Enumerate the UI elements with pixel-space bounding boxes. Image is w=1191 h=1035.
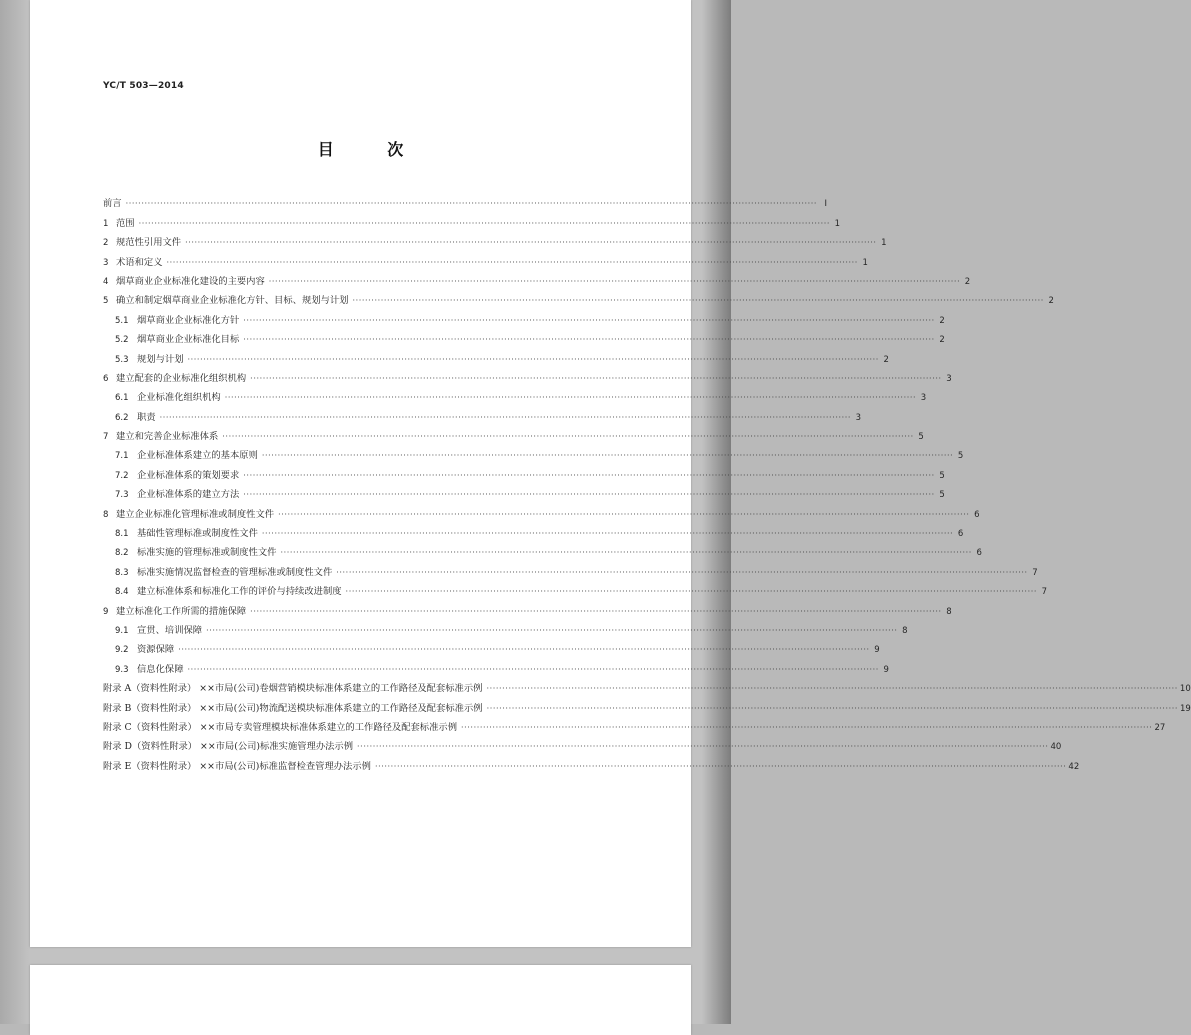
toc-entry-number: 9.2 <box>115 645 129 656</box>
toc-entry-page: 9 <box>874 645 880 656</box>
toc-leader-dots: ···························································································································································································································· <box>178 645 870 655</box>
toc-leader-dots: ···························································································································································································································· <box>138 218 831 228</box>
toc-entry-page: 1 <box>834 218 841 229</box>
toc-entry-number: 7.3 <box>115 490 129 501</box>
toc-entry-page: 5 <box>918 432 924 443</box>
toc-entry-page: 5 <box>957 451 964 462</box>
toc-entry-number: 6.1 <box>115 393 129 404</box>
toc-entry-label: 企业标准体系的策划要求 <box>137 469 240 481</box>
toc-leader-dots: ···························································································································································································································· <box>268 276 961 286</box>
toc-entry-number: 7.2 <box>115 470 129 481</box>
toc-entry-page: 8 <box>946 606 952 617</box>
toc-leader-dots: ···························································································································································································································· <box>243 335 935 345</box>
toc-entry-page: 6 <box>976 548 982 559</box>
toc-entry-number: 8.3 <box>115 567 129 578</box>
toc-entry-number: 5 <box>103 296 109 307</box>
toc-entry-number: 8.2 <box>115 548 129 559</box>
toc-leader-dots: ···························································································································································································································· <box>280 548 972 558</box>
toc-leader-dots: ···························································································································································································································· <box>486 684 1178 694</box>
toc-entry <box>103 695 1191 714</box>
toc-leader-dots: ···························································································································································································································· <box>357 742 1049 752</box>
toc-entry <box>103 307 945 326</box>
toc-leader-dots: ···························································································································································································································· <box>261 529 954 539</box>
toc-entry-label: 基础性管理标准或制度性文件 <box>137 528 258 540</box>
toc-entry-label: 建立标准化工作所需的措施保障 <box>116 605 247 617</box>
toc-leader-dots: ···························································································································································································································· <box>486 703 1179 713</box>
toc-leader-dots: ···························································································································································································································· <box>461 722 1153 732</box>
toc-entry-page: 7 <box>1032 567 1038 578</box>
toc-entry-label: 确立和制定烟草商业企业标准化方针、目标、规划与计划 <box>116 295 349 307</box>
toc-leader-dots: ···························································································································································································································· <box>345 587 1037 597</box>
toc-entry-page: 40 <box>1050 742 1062 753</box>
toc-entry-label: 附录 D（资料性附录） ××市局(公司)标准实施管理办法示例 <box>103 741 354 753</box>
toc-entry <box>103 424 924 443</box>
toc-entry-label: 宣贯、培训保障 <box>137 624 203 636</box>
toc-title: 目 次 <box>317 140 428 159</box>
table-of-contents <box>103 191 1191 773</box>
toc-entry-label: 信息化保障 <box>137 663 184 675</box>
toc-entry <box>103 656 889 675</box>
toc-entry-number: 3 <box>103 257 109 268</box>
toc-entry-page: 3 <box>920 393 927 404</box>
toc-entry-number: 1 <box>103 218 109 229</box>
toc-entry-page: 1 <box>862 257 868 268</box>
toc-leader-dots: ···························································································································································································································· <box>206 625 898 635</box>
toc-entry <box>103 482 945 501</box>
toc-entry-page: 6 <box>974 509 980 520</box>
toc-entry-label: 术语和定义 <box>116 256 163 268</box>
toc-entry <box>103 559 1038 578</box>
toc-leader-dots: ···························································································································································································································· <box>166 257 858 267</box>
toc-entry-number: 9 <box>103 606 109 617</box>
toc-entry-label: 规划与计划 <box>137 353 184 365</box>
toc-leader-dots: ···························································································································································································································· <box>250 606 942 616</box>
toc-entry-number: 6.2 <box>115 412 129 423</box>
toc-leader-dots: ···························································································································································································································· <box>243 470 935 480</box>
toc-entry <box>103 230 887 249</box>
toc-entry-label: 附录 E（资料性附录） ××市局(公司)标准监督检查管理办法示例 <box>103 760 371 772</box>
toc-entry <box>103 579 1047 598</box>
toc-entry <box>103 618 908 637</box>
toc-entry-page: 6 <box>957 529 964 540</box>
toc-entry-label: 附录 C（资料性附录） ××市局专卖管理模块标准体系建立的工作路径及配套标准示例 <box>103 721 457 733</box>
toc-entry-page: 2 <box>883 354 889 365</box>
toc-entry-label: 资源保障 <box>137 644 175 656</box>
toc-leader-dots: ···························································································································································································································· <box>125 199 818 209</box>
toc-entry <box>103 443 964 462</box>
toc-entry <box>103 598 952 617</box>
toc-leader-dots: ···························································································································································································································· <box>187 664 879 674</box>
toc-entry-label: 附录 A（资料性附录） ××市局(公司)卷烟营销模块标准体系建立的工作路径及配套标准示例 <box>103 683 483 695</box>
toc-entry <box>103 540 982 559</box>
toc-entry <box>103 385 927 404</box>
toc-leader-dots: ···························································································································································································································· <box>374 761 1067 771</box>
toc-leader-dots: ···························································································································································································································· <box>187 354 879 364</box>
toc-entry-number: 5.2 <box>115 335 129 346</box>
toc-entry-label: 建立配套的企业标准化组织机构 <box>116 372 247 384</box>
toc-entry-number: 8 <box>103 509 109 520</box>
toc-entry-page: 8 <box>902 625 908 636</box>
toc-entry-page: 19 <box>1180 703 1191 714</box>
toc-entry <box>103 753 1080 772</box>
toc-entry-number: 9.1 <box>115 625 129 636</box>
toc-leader-dots: ···························································································································································································································· <box>243 315 935 325</box>
toc-entry <box>103 676 1191 695</box>
toc-entry-page: Ⅰ <box>824 199 828 210</box>
toc-leader-dots: ···························································································································································································································· <box>185 238 877 248</box>
toc-entry-page: 9 <box>883 664 889 675</box>
toc-entry <box>103 404 862 423</box>
toc-entry-page: 2 <box>939 315 945 326</box>
toc-leader-dots: ···························································································································································································································· <box>261 451 954 461</box>
toc-entry <box>103 327 945 346</box>
toc-entry-label: 建立标准体系和标准化工作的评价与持续改进制度 <box>137 586 342 598</box>
toc-entry-label: 企业标准体系的建立方法 <box>137 489 240 501</box>
toc-entry-number: 5.3 <box>115 354 129 365</box>
toc-entry <box>103 249 868 268</box>
toc-entry <box>103 191 828 210</box>
toc-entry-page: 5 <box>939 470 945 481</box>
toc-entry-label: 烟草商业企业标准化方针 <box>137 314 240 326</box>
toc-entry <box>103 734 1062 753</box>
toc-entry-page: 5 <box>939 490 945 501</box>
toc-leader-dots: ···························································································································································································································· <box>278 509 970 519</box>
toc-entry-label: 标准实施情况监督检查的管理标准或制度性文件 <box>137 566 333 578</box>
toc-leader-dots: ···························································································································································································································· <box>352 296 1044 306</box>
toc-entry <box>103 366 952 385</box>
toc-entry-label: 烟草商业企业标准化建设的主要内容 <box>116 275 265 287</box>
toc-leader-dots: ···························································································································································································································· <box>250 373 942 383</box>
toc-leader-dots: ···························································································································································································································· <box>222 432 914 442</box>
toc-entry-label: 标准实施的管理标准或制度性文件 <box>137 547 277 559</box>
toc-entry <box>103 637 880 656</box>
toc-entry-number: 5.1 <box>115 315 129 326</box>
toc-entry-number: 2 <box>103 238 109 249</box>
toc-entry-page: 7 <box>1041 587 1047 598</box>
toc-entry <box>103 210 841 229</box>
document-page <box>30 0 1191 947</box>
toc-leader-dots: ···························································································································································································································· <box>159 412 852 422</box>
toc-entry-page: 2 <box>964 276 971 287</box>
toc-leader-dots: ···························································································································································································································· <box>243 490 935 500</box>
toc-entry <box>103 269 971 288</box>
toc-entry-label: 附录 B（资料性附录） ××市局(公司)物流配送模块标准体系建立的工作路径及配套标准示例 <box>103 702 483 714</box>
toc-entry-page: 3 <box>855 412 862 423</box>
standard-code: YC/T 503—2014 <box>103 81 184 91</box>
toc-entry-page: 1 <box>881 238 887 249</box>
toc-entry-number: 6 <box>103 373 109 384</box>
toc-entry-page: 2 <box>939 335 945 346</box>
toc-entry-label: 职责 <box>137 411 156 423</box>
toc-entry <box>103 346 889 365</box>
toc-entry-number: 4 <box>103 276 109 287</box>
toc-entry-page: 3 <box>946 373 952 384</box>
toc-entry-number: 7.1 <box>115 451 129 462</box>
toc-entry-page: 42 <box>1068 761 1080 772</box>
toc-entry-label: 范围 <box>116 217 135 229</box>
toc-entry-label: 前言 <box>103 198 122 210</box>
toc-entry-page: 10 <box>1179 684 1191 695</box>
toc-entry-page: 2 <box>1048 296 1054 307</box>
toc-entry-number: 8.1 <box>115 529 129 540</box>
toc-leader-dots: ···························································································································································································································· <box>336 567 1028 577</box>
toc-entry <box>103 501 980 520</box>
next-page <box>30 965 691 1035</box>
toc-entry <box>103 462 945 481</box>
toc-entry-number: 8.4 <box>115 587 129 598</box>
toc-entry-label: 规范性引用文件 <box>116 237 182 249</box>
toc-entry-label: 企业标准体系建立的基本原则 <box>137 450 258 462</box>
toc-leader-dots: ···························································································································································································································· <box>224 393 917 403</box>
toc-entry-page: 27 <box>1154 722 1166 733</box>
toc-entry <box>103 521 964 540</box>
toc-entry-number: 7 <box>103 432 109 443</box>
toc-entry-label: 烟草商业企业标准化目标 <box>137 334 240 346</box>
toc-entry-label: 建立企业标准化管理标准或制度性文件 <box>116 508 275 520</box>
toc-entry-label: 企业标准化组织机构 <box>137 392 221 404</box>
toc-entry <box>103 288 1054 307</box>
toc-entry <box>103 715 1166 734</box>
toc-entry-label: 建立和完善企业标准体系 <box>116 431 219 443</box>
toc-entry-number: 9.3 <box>115 664 129 675</box>
